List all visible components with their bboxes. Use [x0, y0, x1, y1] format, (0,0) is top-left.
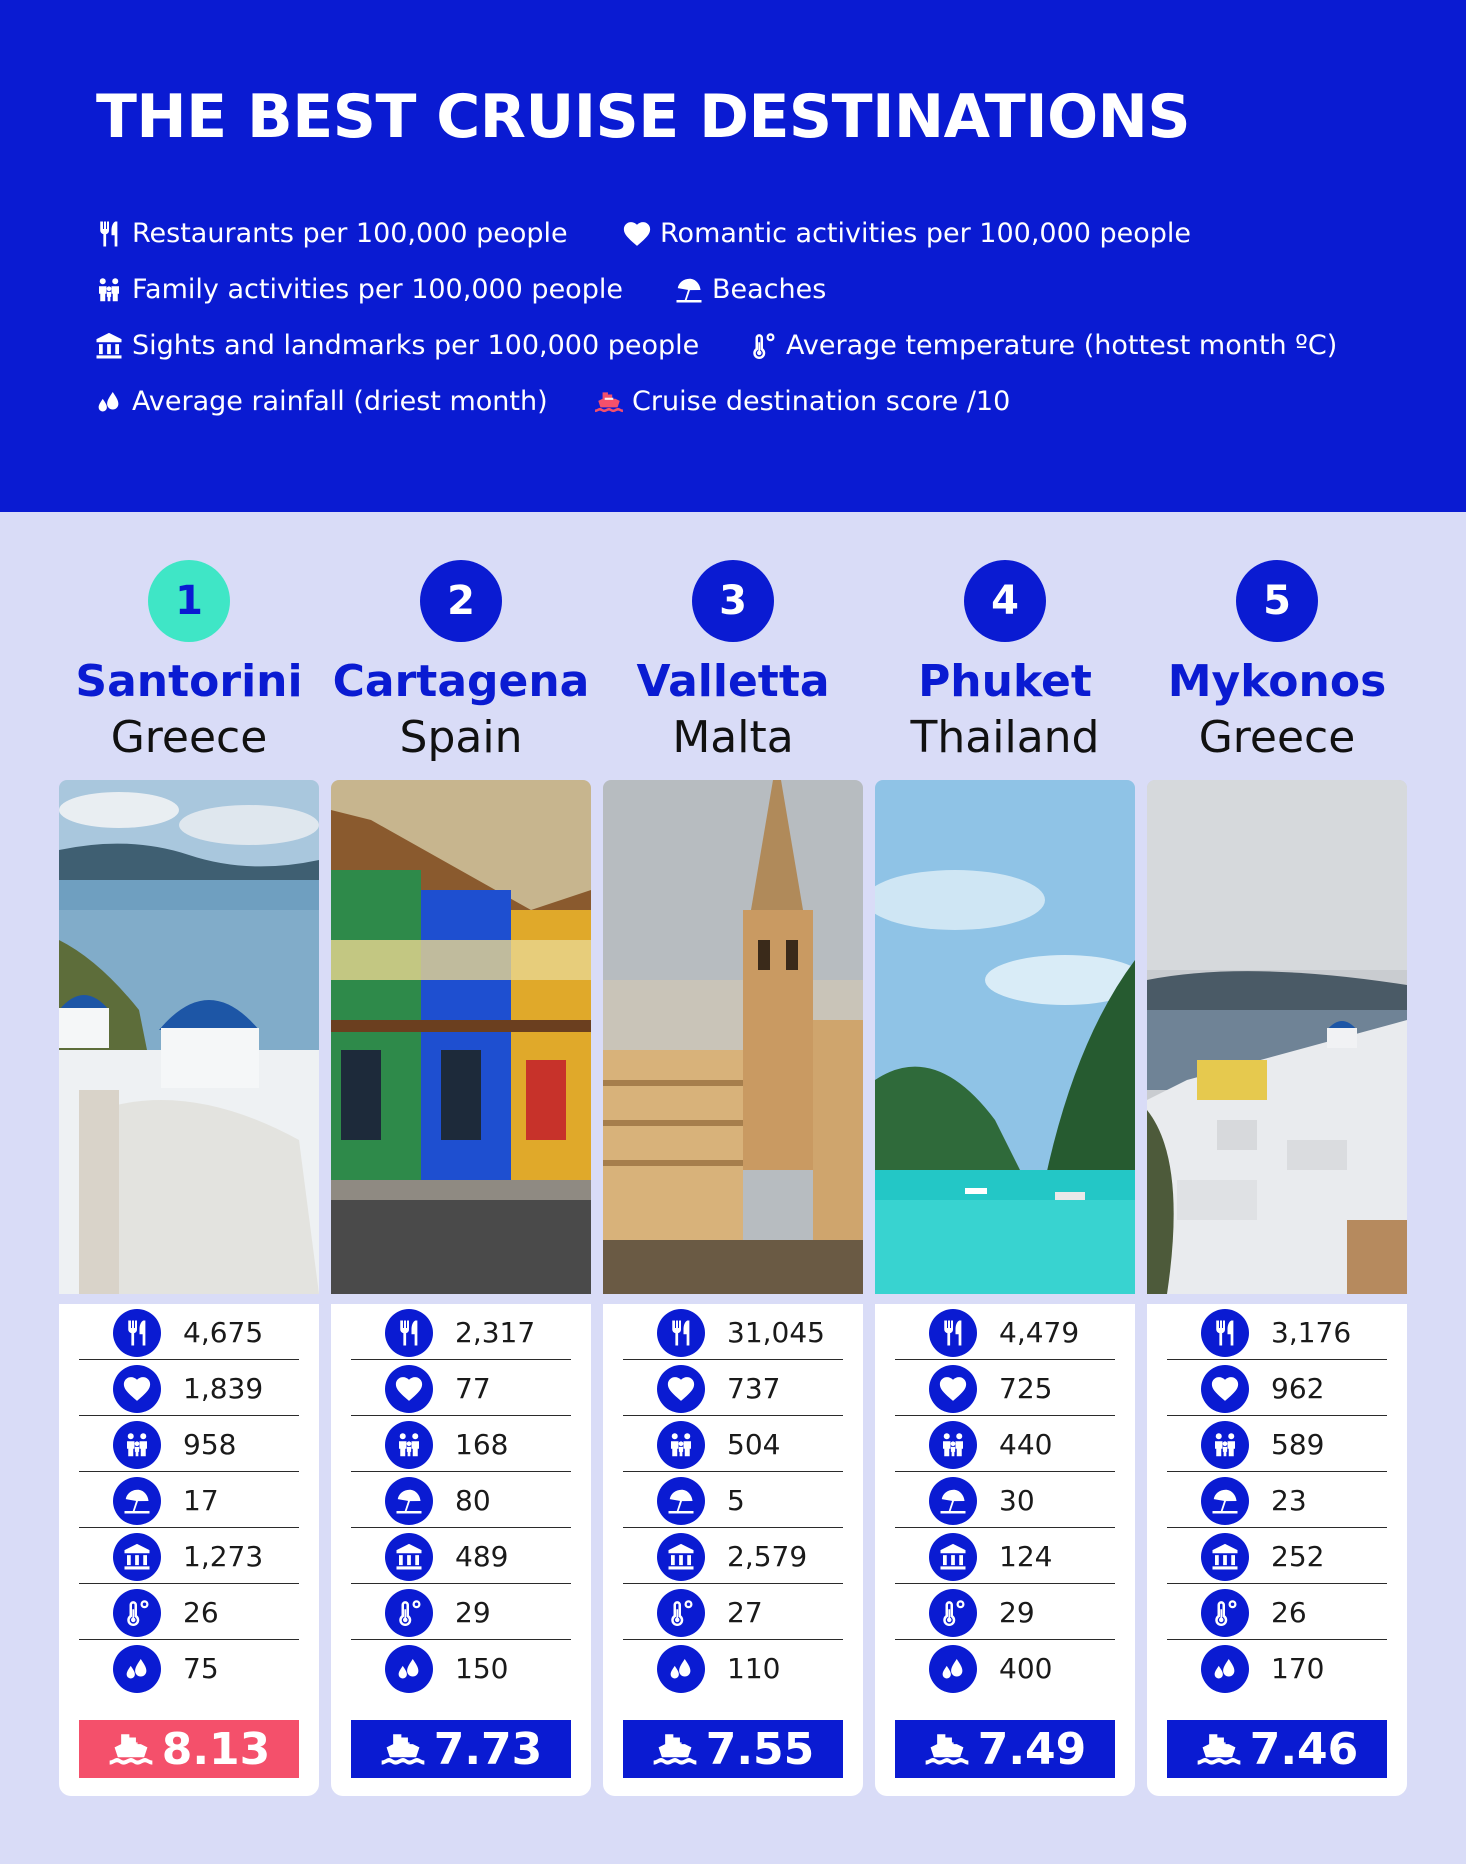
stat-row-temperature: [351, 1584, 571, 1640]
stat-row-rainfall: [79, 1640, 299, 1696]
stat-row-temperature: [1167, 1584, 1387, 1640]
heart-icon: [622, 219, 652, 249]
stat-value: 27: [727, 1596, 763, 1629]
rank-badge: 4: [964, 560, 1046, 642]
legend-label: Average rainfall (driest month): [132, 386, 548, 417]
stat-row-family: [623, 1416, 843, 1472]
rank-badge: 5: [1236, 560, 1318, 642]
raindrops-icon: [122, 1654, 152, 1684]
cartagena-photo: [331, 780, 591, 1294]
raindrops-icon: [94, 387, 124, 417]
header-banner: [0, 0, 1466, 512]
legend-label: Cruise destination score /10: [632, 386, 1011, 417]
raindrops-icon: [666, 1654, 696, 1684]
stat-row-romantic: [1167, 1360, 1387, 1416]
stat-value: 124: [999, 1540, 1053, 1573]
stat-row-temperature: [623, 1584, 843, 1640]
stat-row-sights: [351, 1528, 571, 1584]
heart-icon: [394, 1374, 424, 1404]
stats-card: [331, 1304, 591, 1796]
stat-value: 4,479: [999, 1316, 1080, 1349]
stat-row-romantic: [351, 1360, 571, 1416]
country-name: Greece: [110, 712, 268, 763]
stat-row-sights: [895, 1528, 1115, 1584]
stat-value: 170: [1271, 1652, 1325, 1685]
legend-label: Romantic activities per 100,000 people: [660, 218, 1192, 249]
family-icon: [938, 1430, 968, 1460]
city-name: Cartagena: [332, 656, 590, 707]
phuket-photo: [875, 780, 1135, 1294]
stat-value: 3,176: [1271, 1316, 1352, 1349]
family-icon: [94, 275, 124, 305]
city-name: Santorini: [75, 656, 303, 707]
stat-row-rainfall: [895, 1640, 1115, 1696]
stat-row-beaches: [351, 1472, 571, 1528]
landmark-icon: [394, 1542, 424, 1572]
legend-label: Beaches: [712, 274, 827, 305]
cruise-ship-icon: [594, 387, 624, 417]
stats-card: [603, 1304, 863, 1796]
cutlery-icon: [1210, 1318, 1240, 1348]
destination-card-1: [59, 560, 319, 1796]
stat-value: 2,579: [727, 1540, 808, 1573]
score-badge: [1167, 1720, 1387, 1778]
stat-row-beaches: [623, 1472, 843, 1528]
score-badge: [623, 1720, 843, 1778]
beach-umbrella-icon: [1210, 1486, 1240, 1516]
legend-romantic: [622, 218, 1191, 249]
stat-row-romantic: [79, 1360, 299, 1416]
cutlery-icon: [394, 1318, 424, 1348]
stat-row-rainfall: [623, 1640, 843, 1696]
cutlery-icon: [122, 1318, 152, 1348]
raindrops-icon: [394, 1654, 424, 1684]
stat-row-family: [1167, 1416, 1387, 1472]
beach-umbrella-icon: [122, 1486, 152, 1516]
stat-value: 75: [183, 1652, 219, 1685]
beach-umbrella-icon: [938, 1486, 968, 1516]
heart-icon: [666, 1374, 696, 1404]
valletta-photo: [603, 780, 863, 1294]
stat-value: 725: [999, 1372, 1053, 1405]
stat-row-romantic: [895, 1360, 1115, 1416]
mykonos-photo: [1147, 780, 1407, 1294]
stat-value: 150: [455, 1652, 509, 1685]
destination-card-2: [331, 560, 591, 1796]
cutlery-icon: [938, 1318, 968, 1348]
landmark-icon: [938, 1542, 968, 1572]
heart-icon: [122, 1374, 152, 1404]
stat-row-restaurants: [895, 1304, 1115, 1360]
score-value: 7.49: [977, 1723, 1087, 1775]
destination-card-4: [875, 560, 1135, 1796]
rank-badge: 2: [420, 560, 502, 642]
legend-family: [94, 274, 623, 305]
stat-value: 23: [1271, 1484, 1307, 1517]
thermometer-icon: [1210, 1598, 1240, 1628]
legend-restaurants: [94, 218, 568, 249]
stat-row-family: [351, 1416, 571, 1472]
family-icon: [394, 1430, 424, 1460]
stat-value: 29: [999, 1596, 1035, 1629]
legend-label: Average temperature (hottest month ºC): [786, 330, 1338, 361]
thermometer-icon: [122, 1598, 152, 1628]
thermometer-icon: [938, 1598, 968, 1628]
landmark-icon: [1210, 1542, 1240, 1572]
legend-rainfall: [94, 386, 548, 417]
country-name: Malta: [672, 712, 794, 763]
stat-row-temperature: [79, 1584, 299, 1640]
family-icon: [1210, 1430, 1240, 1460]
heart-icon: [938, 1374, 968, 1404]
destination-card-3: [603, 560, 863, 1796]
score-value: 7.55: [705, 1723, 815, 1775]
stat-value: 5: [727, 1484, 745, 1517]
legend-temperature: [748, 330, 1337, 361]
landmark-icon: [666, 1542, 696, 1572]
legend-label: Family activities per 100,000 people: [132, 274, 623, 305]
score-badge: [895, 1720, 1115, 1778]
stat-row-sights: [1167, 1528, 1387, 1584]
stat-value: 1,839: [183, 1372, 264, 1405]
stat-value: 504: [727, 1428, 781, 1461]
country-name: Spain: [399, 712, 523, 763]
beach-umbrella-icon: [394, 1486, 424, 1516]
stat-value: 1,273: [183, 1540, 264, 1573]
legend-score: [594, 386, 1010, 417]
thermometer-icon: [666, 1598, 696, 1628]
family-icon: [122, 1430, 152, 1460]
stat-row-beaches: [1167, 1472, 1387, 1528]
stat-value: 30: [999, 1484, 1035, 1517]
stat-row-restaurants: [1167, 1304, 1387, 1360]
stat-value: 17: [183, 1484, 219, 1517]
stat-value: 589: [1271, 1428, 1325, 1461]
city-name: Mykonos: [1167, 656, 1387, 707]
stat-value: 26: [183, 1596, 219, 1629]
stat-row-restaurants: [623, 1304, 843, 1360]
page-title: THE BEST CRUISE DESTINATIONS: [96, 82, 1191, 152]
stat-row-temperature: [895, 1584, 1115, 1640]
family-icon: [666, 1430, 696, 1460]
stat-value: 440: [999, 1428, 1053, 1461]
stat-value: 26: [1271, 1596, 1307, 1629]
city-name: Valletta: [636, 656, 830, 707]
stat-row-rainfall: [351, 1640, 571, 1696]
stat-value: 2,317: [455, 1316, 536, 1349]
cruise-ship-icon: [652, 1729, 698, 1769]
stat-row-sights: [623, 1528, 843, 1584]
legend-label: Restaurants per 100,000 people: [132, 218, 568, 249]
score-value: 7.73: [433, 1723, 543, 1775]
score-value: 8.13: [161, 1723, 271, 1775]
destination-card-5: [1147, 560, 1407, 1796]
heart-icon: [1210, 1374, 1240, 1404]
landmark-icon: [94, 331, 124, 361]
legend-sights: [94, 330, 699, 361]
stat-row-family: [79, 1416, 299, 1472]
stat-value: 31,045: [727, 1316, 825, 1349]
stat-row-beaches: [79, 1472, 299, 1528]
stat-value: 110: [727, 1652, 781, 1685]
cruise-ship-icon: [1196, 1729, 1242, 1769]
stats-card: [59, 1304, 319, 1796]
raindrops-icon: [1210, 1654, 1240, 1684]
stat-value: 29: [455, 1596, 491, 1629]
rank-badge: 3: [692, 560, 774, 642]
cruise-ship-icon: [108, 1729, 154, 1769]
stat-row-family: [895, 1416, 1115, 1472]
stat-value: 77: [455, 1372, 491, 1405]
stat-value: 168: [455, 1428, 509, 1461]
stat-value: 489: [455, 1540, 509, 1573]
stat-row-sights: [79, 1528, 299, 1584]
santorini-photo: [59, 780, 319, 1294]
stat-row-beaches: [895, 1472, 1115, 1528]
stats-card: [875, 1304, 1135, 1796]
stat-value: 4,675: [183, 1316, 264, 1349]
legend-label: Sights and landmarks per 100,000 people: [132, 330, 700, 361]
stat-value: 962: [1271, 1372, 1325, 1405]
score-badge: [79, 1720, 299, 1778]
landmark-icon: [122, 1542, 152, 1572]
country-name: Thailand: [910, 712, 1100, 763]
stat-value: 252: [1271, 1540, 1325, 1573]
stat-row-restaurants: [351, 1304, 571, 1360]
country-name: Greece: [1198, 712, 1356, 763]
stat-row-romantic: [623, 1360, 843, 1416]
cutlery-icon: [94, 219, 124, 249]
thermometer-icon: [394, 1598, 424, 1628]
cruise-ship-icon: [380, 1729, 426, 1769]
stat-value: 400: [999, 1652, 1053, 1685]
rank-badge: 1: [148, 560, 230, 642]
score-value: 7.46: [1249, 1723, 1359, 1775]
stat-row-rainfall: [1167, 1640, 1387, 1696]
stat-value: 737: [727, 1372, 781, 1405]
score-badge: [351, 1720, 571, 1778]
stats-card: [1147, 1304, 1407, 1796]
beach-umbrella-icon: [666, 1486, 696, 1516]
raindrops-icon: [938, 1654, 968, 1684]
beach-umbrella-icon: [674, 275, 704, 305]
legend-beaches: [674, 274, 826, 305]
thermometer-icon: [748, 331, 778, 361]
cutlery-icon: [666, 1318, 696, 1348]
city-name: Phuket: [918, 656, 1092, 707]
stat-row-restaurants: [79, 1304, 299, 1360]
cruise-ship-icon: [924, 1729, 970, 1769]
stat-value: 958: [183, 1428, 237, 1461]
stat-value: 80: [455, 1484, 491, 1517]
